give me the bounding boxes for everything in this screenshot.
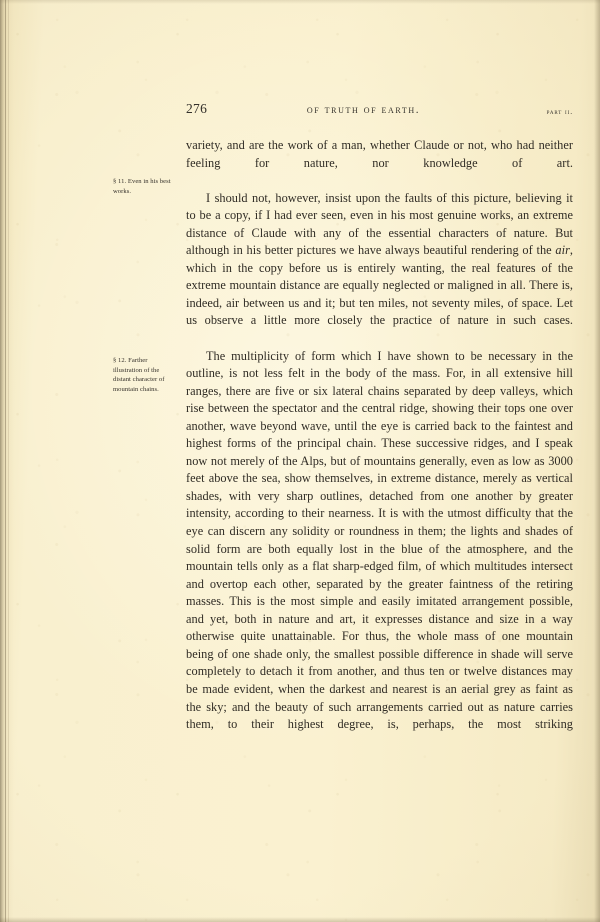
emphasis-air: air [555, 243, 570, 258]
paragraph-section-12 [186, 348, 573, 752]
running-head-title: of truth of earth. [306, 104, 421, 116]
running-head-part: part ii. [546, 107, 573, 116]
paragraph-2-part-b: , which in the copy before us is entirely wanting, the real features of the extreme mountain distance are equally neglected or maligned in all. There is, indeed, air between us and it; but ten miles, not seventy miles, of space. Let us observe a little more closely the practice of nature in such cases. [186, 243, 573, 328]
page-top-edge-shadow [0, 0, 600, 4]
paragraph-continuation [186, 137, 573, 190]
margin-note-section-11: § 11. Even in his best works. [113, 178, 171, 195]
page-right-edge-shadow [594, 0, 600, 922]
margin-note-section-12: § 12. Farther illustration of the distant character of mountain chains. [113, 357, 165, 393]
binding-gutter-line-secondary [8, 0, 9, 922]
running-head [186, 101, 573, 117]
paragraph-section-11 [186, 190, 573, 348]
binding-gutter-line [5, 0, 6, 922]
binding-gutter-shadow [0, 0, 14, 922]
page-number: 276 [186, 101, 208, 116]
paragraph-2-part-a: I should not, however, insist upon the faults of this picture, believing it to be a copy, if I had ever seen, even in his most genuine works, an extreme distance of Claude with any of the essential characters of nature. But although in his better pictures we have always beautiful rendering of the [186, 190, 573, 258]
paragraph-1-text: variety, and are the work of a man, whether Claude or not, who had neither feeling for nature, nor knowledge of art. [186, 138, 573, 170]
page-bottom-edge-shadow [0, 917, 600, 922]
paragraph-3-text: The multiplicity of form which I have shown to be necessary in the outline, is not less felt in the body of the mass. For, in all extensive hill ranges, there are five or six lateral chains separated by deep valleys, which rise between the spectator and the central ridge, showing their tops one over another, wave beyond wave, until the eye is carried back to the faintest and highest forms of the principal chain. These successive ridges, and I speak now not merely of the Alps, but of mountains generally, even as low as 3000 feet above the sea, show themselves, in extreme distance, merely as vertical shades, with very sharp outlines, detached from one another by greater intensity, according to their nearness. It is with the utmost difficulty that the eye can discern any solidity or roundness in them; the lights and shades of solid form are both equally lost in the blue of the atmosphere, and the mountain tells only as a flat sharp-edged film, of which multitudes intersect and overtop each other, separated by the greater faintness of the retiring masses. This is the most simple and easily imitated arrangement possible, and yet, both in nature and art, it expresses distance and size in a way otherwise quite unattainable. For thus, the whole mass of one mountain being of one shade only, the smallest possible difference in shade will serve completely to detach it from another, and thus ten or twelve distances may be made evident, when the darkest and nearest is an aerial grey as faint as the sky; and the beauty of such arrangements carried out as nature carries them, to their highest degree, is, perhaps, the most striking [186, 348, 573, 732]
body-text-column [186, 137, 573, 751]
